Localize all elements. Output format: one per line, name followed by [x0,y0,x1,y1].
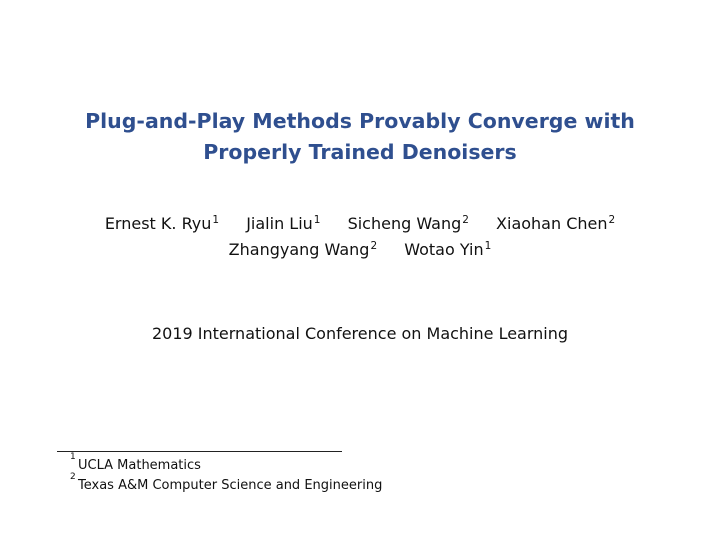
author [404,237,491,263]
author-row-2 [0,237,720,263]
footnote-1 [70,452,382,476]
author [105,211,219,237]
slide-title [0,106,720,168]
affiliation-mark: 1 [212,214,220,226]
author-name: Sicheng Wang [347,214,462,233]
author-name: Ernest K. Ryu [104,214,212,233]
author [348,211,469,237]
title-line-1: Plug-and-Play Methods Provably Converge with [85,109,635,133]
affiliation-mark: 1 [484,240,492,252]
affiliation-mark: 2 [370,240,378,252]
author-name: Xiaohan Chen [496,214,608,233]
author [496,211,615,237]
footnote-text: Texas A&M Computer Science and Engineering [78,478,383,493]
affiliation-mark: 2 [608,214,616,226]
footnote-text: UCLA Mathematics [78,458,201,473]
footnote-2 [70,472,383,496]
author-name: Wotao Yin [404,240,484,259]
footnote-divider [57,451,342,452]
affiliation-mark: 1 [313,214,321,226]
author-name: Zhangyang Wang [228,240,370,259]
footnote-mark: 1 [70,452,76,462]
author [229,237,377,263]
footnote-mark: 2 [70,472,76,482]
author-row-1 [0,211,720,237]
affiliation-mark: 2 [462,214,469,226]
author-name: Jialin Liu [246,214,313,233]
conference-name: 2019 International Conference on Machine Learning [151,324,569,343]
author-list [0,211,720,263]
author [246,211,320,237]
title-line-2: Properly Trained Denoisers [203,140,517,164]
footnotes [70,452,383,496]
